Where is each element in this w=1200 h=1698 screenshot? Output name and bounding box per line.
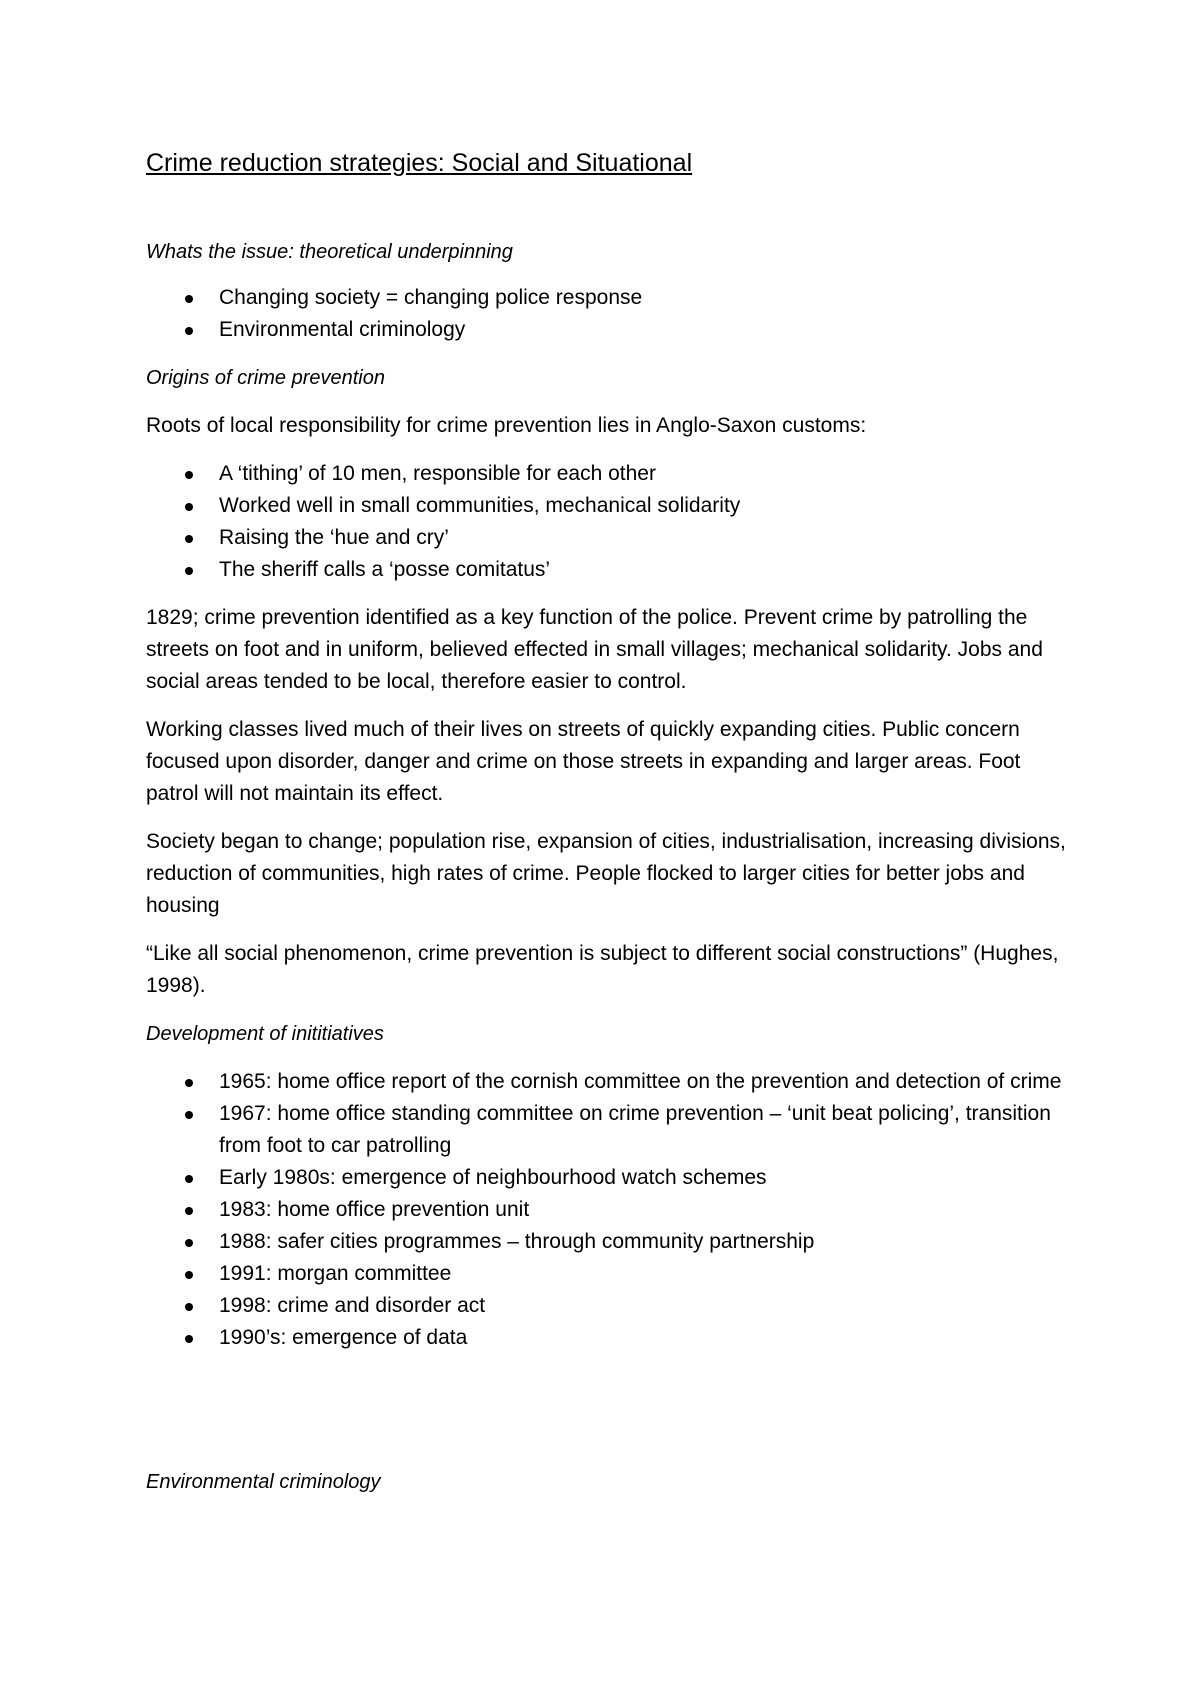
list-item: Environmental criminology bbox=[146, 314, 1066, 346]
list-item: A ‘tithing’ of 10 men, responsible for each other bbox=[146, 458, 1066, 490]
bullet-icon bbox=[185, 1239, 193, 1247]
list-item: 1988: safer cities programmes – through community partnership bbox=[146, 1226, 1066, 1258]
section-heading-environmental: Environmental criminology bbox=[146, 1471, 381, 1493]
list-item: Early 1980s: emergence of neighbourhood watch schemes bbox=[146, 1162, 1066, 1194]
bullet-list-issue bbox=[146, 282, 1066, 346]
list-item: Worked well in small communities, mechanical solidarity bbox=[146, 490, 1066, 522]
paragraph-working-classes: Working classes lived much of their lives on streets of quickly expanding cities. Public concern focused upon disorder, danger and crime on those streets in expanding and larger areas. Foot patrol will not maintain its effect. bbox=[146, 718, 1021, 805]
bullet-icon bbox=[185, 535, 193, 543]
list-item: The sheriff calls a ‘posse comitatus’ bbox=[146, 554, 1066, 586]
list-item: 1998: crime and disorder act bbox=[146, 1290, 1066, 1322]
bullet-icon bbox=[185, 1079, 193, 1087]
bullet-icon bbox=[185, 1207, 193, 1215]
document-content bbox=[146, 146, 1066, 1498]
bullet-icon bbox=[185, 1271, 193, 1279]
bullet-icon bbox=[185, 1335, 193, 1343]
list-item: 1965: home office report of the cornish committee on the prevention and detection of crime bbox=[146, 1066, 1066, 1098]
document-title: Crime reduction strategies: Social and Situational bbox=[146, 149, 693, 177]
bullet-icon bbox=[185, 471, 193, 479]
bullet-icon bbox=[185, 295, 193, 303]
section-heading-development: Development of inititiatives bbox=[146, 1023, 384, 1045]
bullet-icon bbox=[185, 327, 193, 335]
section-heading-origins: Origins of crime prevention bbox=[146, 367, 385, 389]
list-item: 1967: home office standing committee on crime prevention – ‘unit beat policing’, transition from foot to car patrolling bbox=[146, 1098, 1066, 1162]
paragraph-quote: “Like all social phenomenon, crime prevention is subject to different social constructions” (Hughes, 1998). bbox=[146, 942, 1059, 997]
bullet-list-origins bbox=[146, 458, 1066, 586]
paragraph-intro: Roots of local responsibility for crime prevention lies in Anglo-Saxon customs: bbox=[146, 414, 867, 437]
bullet-icon bbox=[185, 567, 193, 575]
bullet-icon bbox=[185, 1303, 193, 1311]
list-item: Changing society = changing police response bbox=[146, 282, 1066, 314]
bullet-icon bbox=[185, 503, 193, 511]
paragraph-society: Society began to change; population rise, expansion of cities, industrialisation, increasing divisions, reduction of communities, high rates of crime. People flocked to larger cities for better jobs and housing bbox=[146, 830, 1066, 917]
section-heading-issue: Whats the issue: theoretical underpinning bbox=[146, 241, 513, 263]
list-item: 1990’s: emergence of data bbox=[146, 1322, 1066, 1354]
list-item: 1983: home office prevention unit bbox=[146, 1194, 1066, 1226]
bullet-icon bbox=[185, 1175, 193, 1183]
paragraph-1829: 1829; crime prevention identified as a key function of the police. Prevent crime by patrolling the streets on foot and in uniform, believed effected in small villages; mechanical solidarity. Jobs and social areas tended to be local, therefore easier to control. bbox=[146, 606, 1043, 693]
bullet-icon bbox=[185, 1111, 193, 1119]
bullet-list-development bbox=[146, 1066, 1066, 1354]
list-item: Raising the ‘hue and cry’ bbox=[146, 522, 1066, 554]
list-item: 1991: morgan committee bbox=[146, 1258, 1066, 1290]
